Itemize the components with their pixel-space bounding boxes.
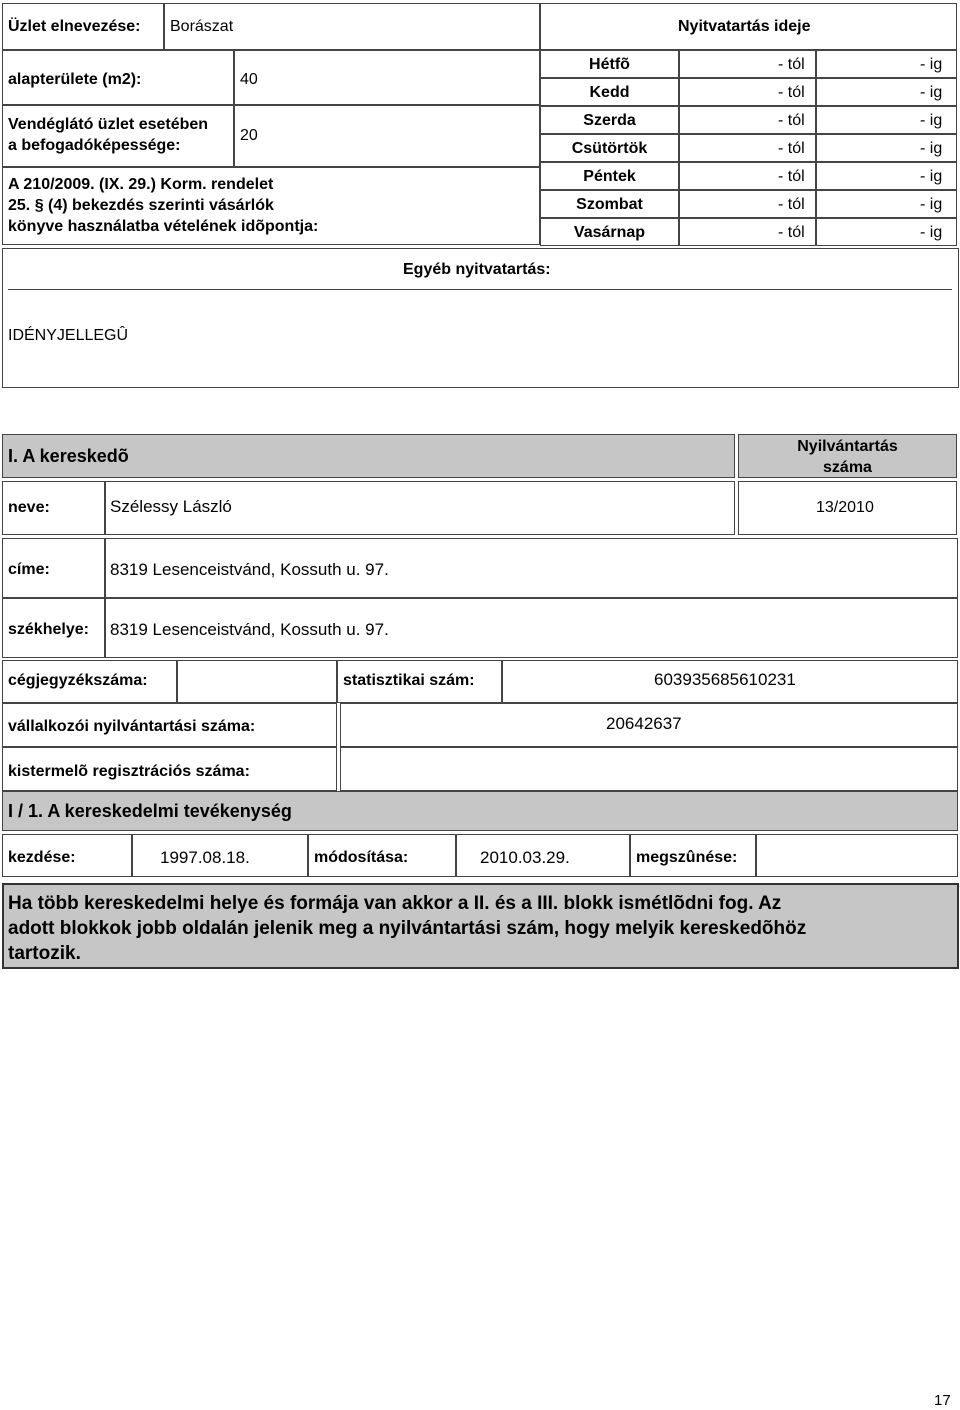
area-label: alapterülete (m2): xyxy=(8,71,142,88)
address-label: címe: xyxy=(8,561,50,578)
modified-value: 2010.03.29. xyxy=(480,848,570,867)
from-label: - tól xyxy=(778,56,805,73)
stat-label: statisztikai szám: xyxy=(343,672,475,689)
to-label: - ig xyxy=(920,112,943,129)
capacity-value: 20 xyxy=(240,127,258,144)
page-number: 17 xyxy=(934,1392,951,1409)
to-label: - ig xyxy=(920,56,943,73)
day-label: Szombat xyxy=(576,196,643,213)
entrepreneur-label: vállalkozói nyilvántartási száma: xyxy=(8,718,256,735)
stat-value: 603935685610231 xyxy=(654,670,796,689)
trader-section-title: I. A kereskedõ xyxy=(8,446,129,466)
capacity-value-cell xyxy=(234,105,540,167)
opening-hours-title: Nyitvatartás ideje xyxy=(678,18,811,35)
end-value-cell xyxy=(756,834,958,877)
other-hours-label: Egyéb nyitvatartás: xyxy=(403,261,551,278)
day-label: Csütörtök xyxy=(571,140,648,157)
to-label: - ig xyxy=(920,84,943,101)
seat-value: 8319 Lesenceistvánd, Kossuth u. 97. xyxy=(110,620,389,639)
to-label: - ig xyxy=(920,196,943,213)
address-value: 8319 Lesenceistvánd, Kossuth u. 97. xyxy=(110,560,389,579)
to-label: - ig xyxy=(920,168,943,185)
area-value-cell xyxy=(234,50,540,105)
name-label: neve: xyxy=(8,499,50,516)
activity-section-title: I / 1. A kereskedelmi tevékenység xyxy=(8,801,292,821)
shop-name-label: Üzlet elnevezése: xyxy=(8,18,141,35)
entrepreneur-value: 20642637 xyxy=(606,714,682,733)
day-label: Szerda xyxy=(583,112,636,129)
shop-name-value: Borászat xyxy=(170,18,234,35)
end-label: megszûnése: xyxy=(636,849,738,866)
from-label: - tól xyxy=(778,140,805,157)
smallholder-value-cell xyxy=(340,747,958,791)
from-label: - tól xyxy=(778,224,805,241)
start-label: kezdése: xyxy=(8,849,76,866)
day-label: Vasárnap xyxy=(573,224,646,241)
from-label: - tól xyxy=(778,168,805,185)
to-label: - ig xyxy=(920,224,943,241)
registry-header: Nyilvántartás száma xyxy=(797,438,898,476)
day-label: Péntek xyxy=(583,168,636,185)
from-label: - tól xyxy=(778,112,805,129)
note-text: Ha több kereskedelmi helye és formája van akkor a II. és a III. blokk ismétlõdni fog. Az adott blokkok jobb oldalán jelenik meg a nyilvántartási szám, hogy melyik kereskedõhöz tartozik. xyxy=(8,893,807,964)
modified-label: módosítása: xyxy=(314,849,409,866)
start-value: 1997.08.18. xyxy=(160,848,250,867)
from-label: - tól xyxy=(778,84,805,101)
other-hours-value: IDÉNYJELLEGÛ xyxy=(8,327,129,344)
company-reg-label: cégjegyzékszáma: xyxy=(8,672,148,689)
company-reg-value-cell xyxy=(177,660,337,703)
name-value: Szélessy László xyxy=(110,497,232,516)
complaint-book-label: A 210/2009. (IX. 29.) Korm. rendelet 25. § (4) bekezdés szerinti vásárlók könyve használatba vételének idõpontja: xyxy=(8,176,319,235)
smallholder-label: kistermelõ regisztrációs száma: xyxy=(8,763,250,780)
area-value: 40 xyxy=(240,71,258,88)
other-hours-divider xyxy=(8,289,952,290)
from-label: - tól xyxy=(778,196,805,213)
day-label: Kedd xyxy=(589,84,630,101)
registry-value: 13/2010 xyxy=(816,499,874,516)
to-label: - ig xyxy=(920,140,943,157)
day-label: Hétfõ xyxy=(589,56,630,73)
seat-label: székhelye: xyxy=(8,621,89,638)
capacity-label: Vendéglátó üzlet esetében a befogadóképessége: xyxy=(8,116,209,154)
